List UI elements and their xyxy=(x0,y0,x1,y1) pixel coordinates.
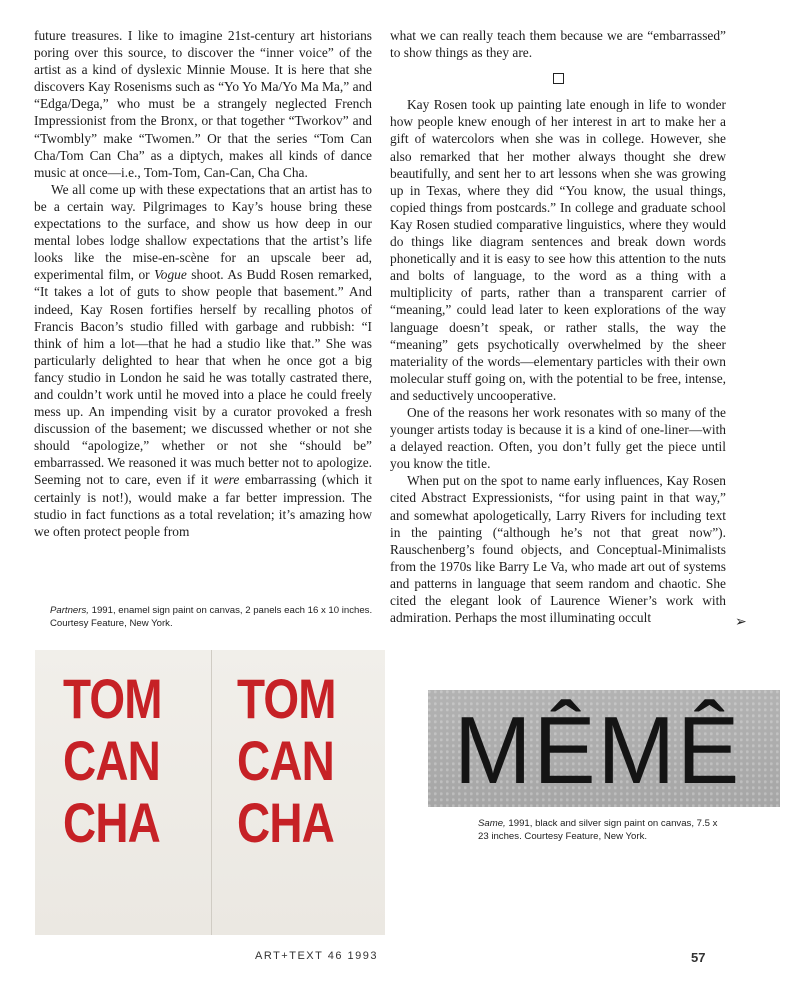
page-number: 57 xyxy=(691,950,706,965)
square-ornament-icon xyxy=(553,73,564,84)
artwork-word: TOM xyxy=(237,667,336,730)
italic-text: Vogue xyxy=(154,267,187,283)
paragraph: what we can really teach them because we are “embarrassed” to show things as they are. xyxy=(390,28,726,61)
figure-caption-partners xyxy=(50,604,380,630)
journal-footer: ART+TEXT 46 1993 xyxy=(255,950,378,962)
artwork-word: MÊMÊ xyxy=(454,697,742,804)
artwork-right-panel-text xyxy=(237,668,336,854)
paragraph: Kay Rosen took up painting late enough in life to wonder how people knew enough of her interest in art to make her a gift of watercolors when she was in college. However, she also remarked that her mother always thought she drew beautifully, and sent her to art lessons when she was growing up in Texas, where they did “You know, the usual things, copied things from postcards.” In college and graduate school Kay Rosen studied comparative linguistics, where they would do things like diagram sentences and break down words phonetically and it is easy to see how this attention to the nuts and bolts of language, to the word as a thing with a multiplicity of parts, rather than a transparent carrier of “meaning,” could lead later to keen explorations of the way language doesn’t speak, or rather stalls, the way the “meaning” gets psychotically overwhelmed by the sheer materiality of the words—elementary particles with their own molecular stuff going on, with the potential to be free, intense, and seductively uncooperative. xyxy=(390,97,726,403)
caption-text: 1991, black and silver sign paint on canvas, 7.5 x 23 inches. Courtesy Feature, New York. xyxy=(478,818,718,842)
artwork-title: Partners, xyxy=(50,605,89,616)
continue-arrow-icon: ➢ xyxy=(735,614,747,630)
artwork-word: TOM xyxy=(63,667,162,730)
right-text-column xyxy=(390,27,726,626)
section-divider xyxy=(390,71,726,88)
text-run: shoot. As Budd Rosen remarked, “It takes a lot of guts to show people that basement.” And indeed, Kay Rosen fortifies herself by recalling photos of Francis Bacon’s studio filled with garbage and rubbish: “I think of him a lot—that he had a studio like that.” She was particularly delighted to hear that when he once got a big fancy studio in London he said he was totally castrated there, and couldn’t work until he moved into a place he could freely mess up. An impending visit by a curator provoked a fresh discussion of the basement; we discussed whether or not she should “apologize,” whether or not she “should be” embarrassed. We reasoned it was much better not to apologize. Seeming not to care, even if it xyxy=(34,267,372,488)
artwork-title: Same, xyxy=(478,818,506,829)
paragraph xyxy=(34,181,372,540)
artwork-word: CHA xyxy=(63,791,161,854)
paragraph: future treasures. I like to imagine 21st-century art historians poring over this source, to discover the “inner voice” of the artist as a kind of dyslexic Minnie Mouse. It is here that she discovers Kay Rosenisms such as “Yo Yo Ma/Yo Ma Ma,” and “Edga/Dega,” who must be a strangely neglected French Impressionist from the Bronx, or that together “Tworkov” and “Twombly” make “Twomen.” Or that the series “Tom Can Cha/Tom Can Cha” as a diptych, makes all kinds of dance music at once—i.e., Tom-Tom, Can-Can, Cha Cha. xyxy=(34,28,372,180)
diptych-divider xyxy=(211,650,212,935)
artwork-same-image xyxy=(428,690,780,807)
artwork-partners-image xyxy=(35,650,385,935)
text-run: We all come up with these expectations that an artist has to be a certain way. Pilgrimages to Kay’s house bring these expectations to the surface, and show us how deep in our mental lobes lodge shallow expectations that the artist’s life looks like the mise-en-scène for an upscale beer ad, experimental film, or xyxy=(34,181,372,283)
artwork-word: CHA xyxy=(237,791,335,854)
figure-caption-same xyxy=(478,817,728,843)
artwork-left-panel-text xyxy=(63,668,162,854)
artwork-word: CAN xyxy=(237,729,335,792)
paragraph: When put on the spot to name early influences, Kay Rosen cited Abstract Expressionists, “for using paint in that way,” and somewhat apologetically, Larry Rivers for including text in the painting (“although he’s not that great now”). Rauschenberg’s found objects, and Conceptual-Minimalists from the 1970s like Barry Le Va, who made art out of systems and patterns in language that seem random and chaotic. She cited the elegant look of Laurence Wiener’s work with admiration. Perhaps the most illuminating occult xyxy=(390,473,726,626)
italic-text: were xyxy=(213,472,240,488)
caption-text: 1991, enamel sign paint on canvas, 2 panels each 16 x 10 inches. Courtesy Feature, New York. xyxy=(50,605,373,629)
left-text-column xyxy=(34,27,372,540)
text-run: embarrassing (which it certainly is not!), would make a far better impression. The studio in fact functions as a total revelation; it’s amazing how we often protect people from xyxy=(34,472,372,539)
paragraph: One of the reasons her work resonates with so many of the younger artists today is because it is a kind of one-liner—with a delayed reaction. Often, you don’t fully get the piece until you know the title. xyxy=(390,404,726,472)
artwork-word: CAN xyxy=(63,729,161,792)
